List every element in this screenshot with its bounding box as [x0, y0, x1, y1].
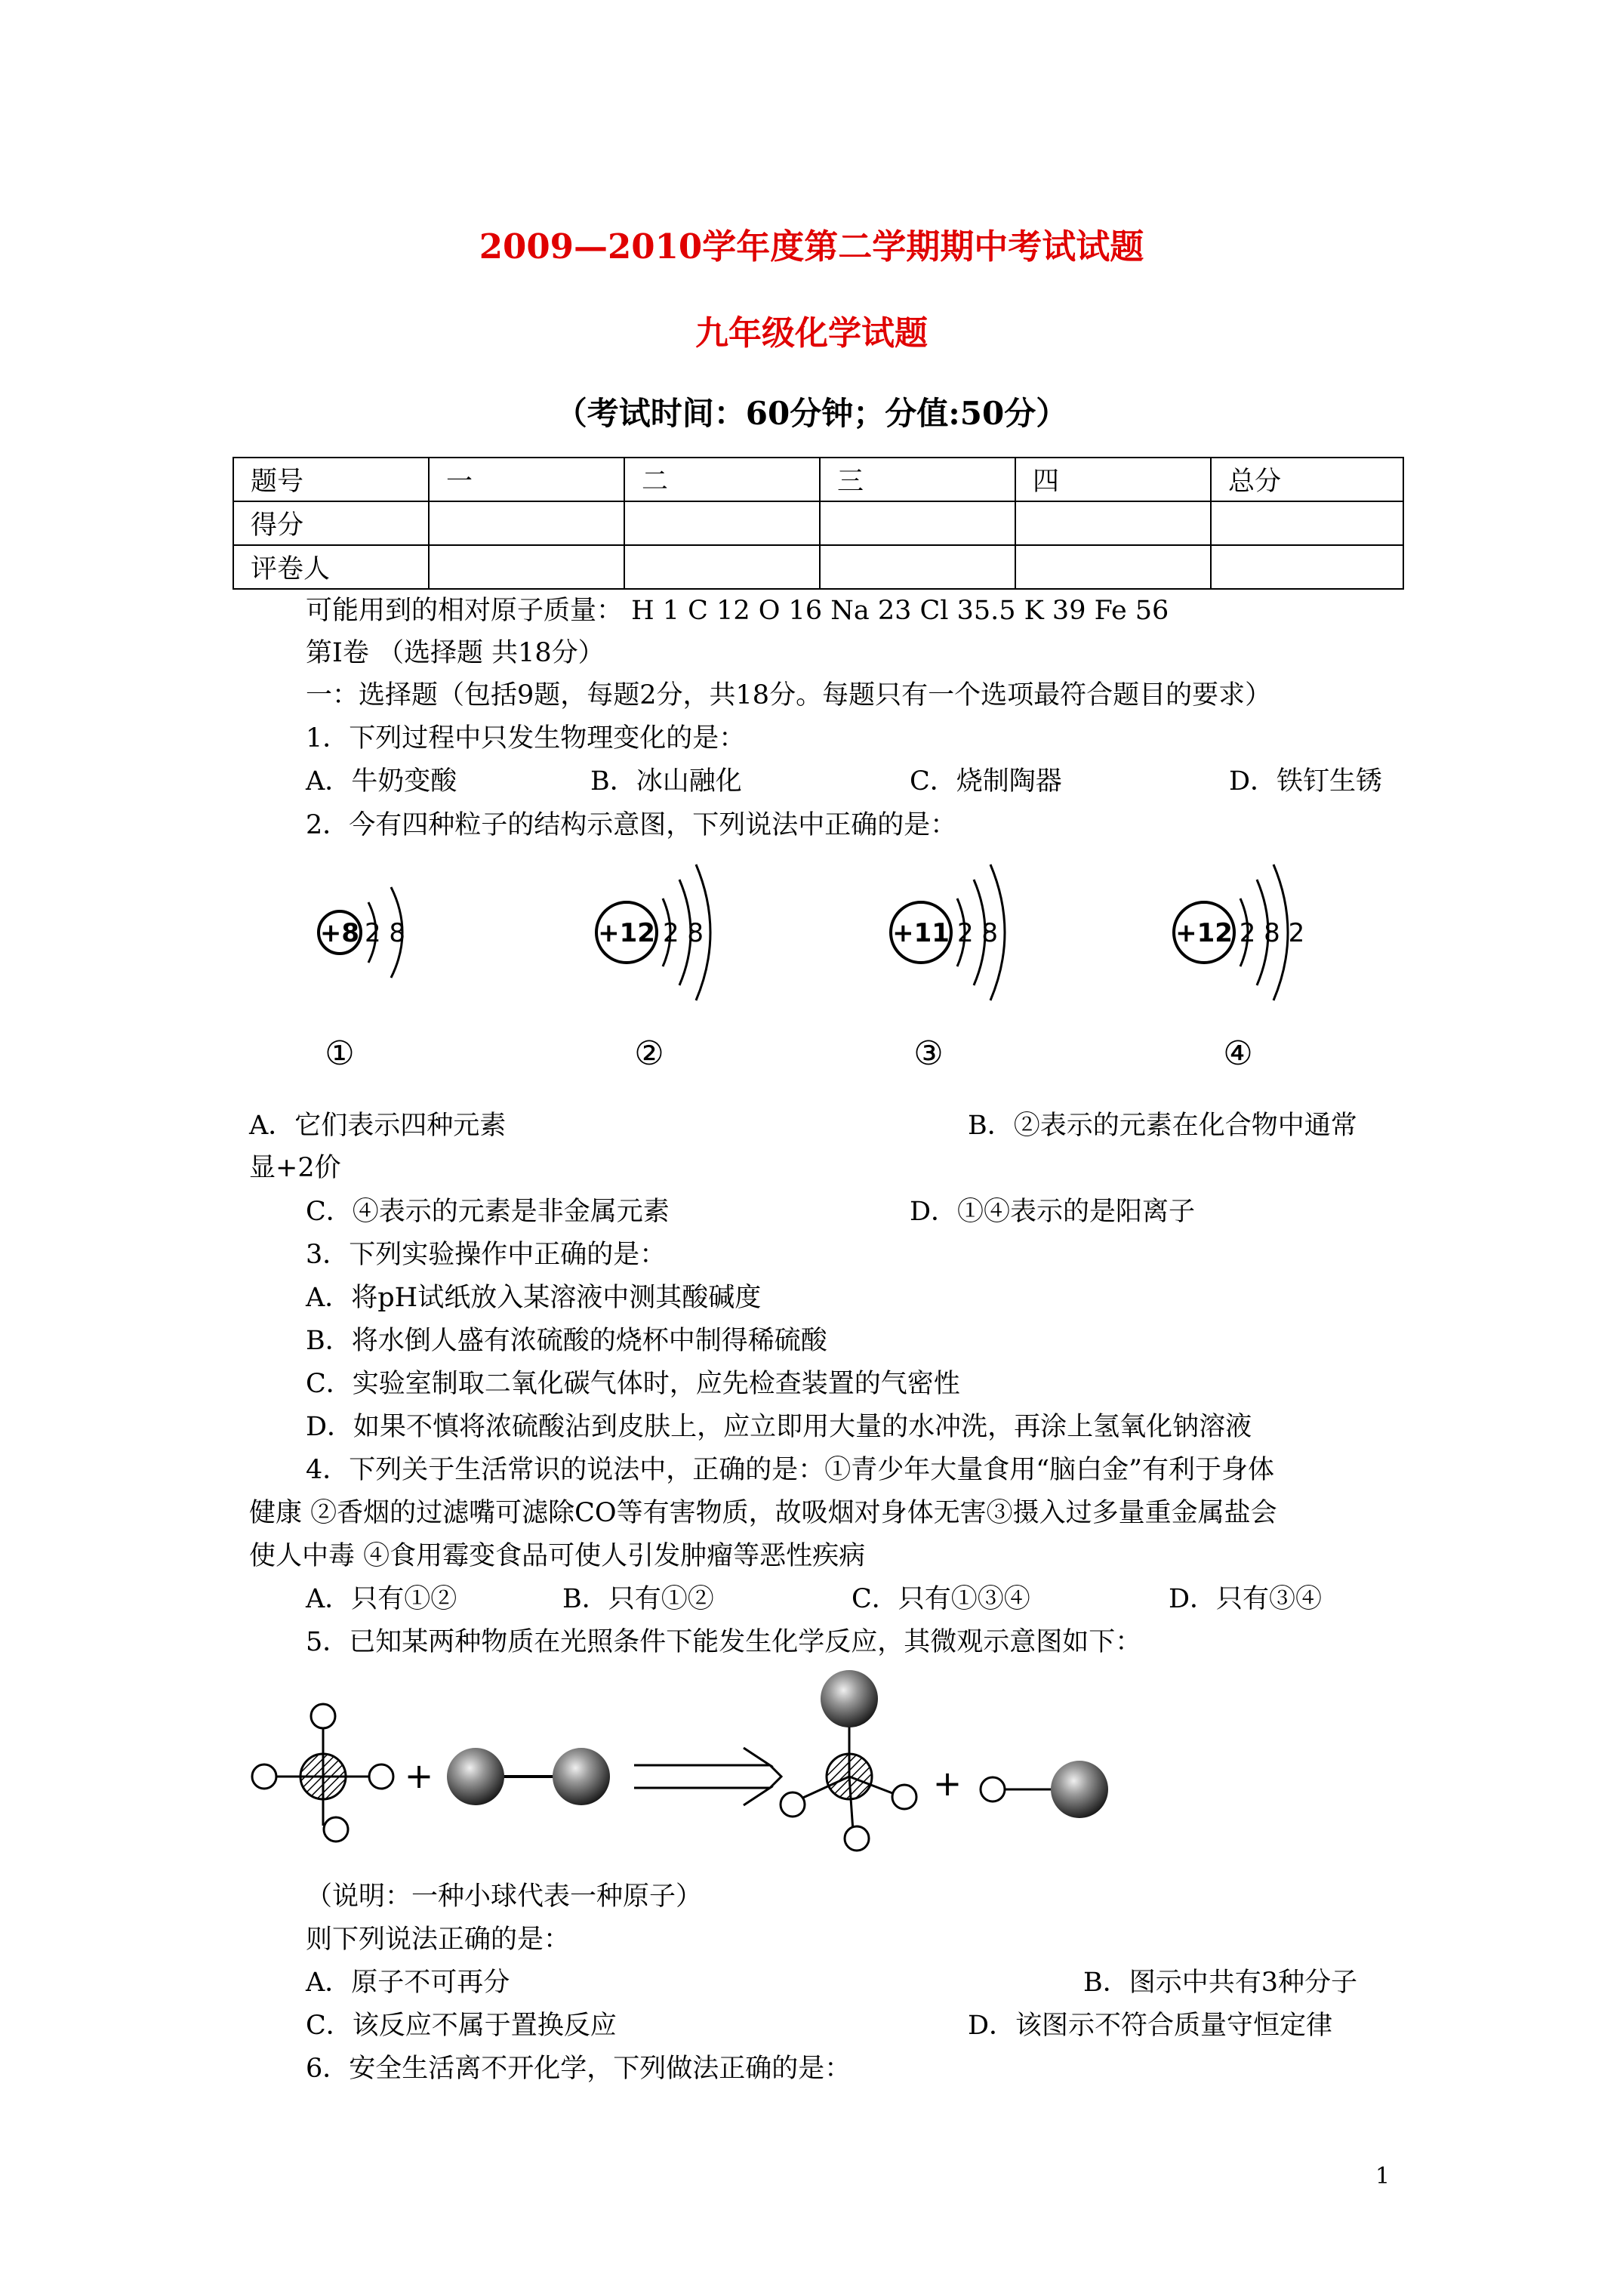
- atom-diagram-2: [596, 864, 710, 1073]
- q1-option-a: A．牛奶变酸: [306, 766, 457, 797]
- reactant-molecule-1: [252, 1704, 393, 1841]
- nucleus-label: +12: [1175, 918, 1233, 948]
- atomic-masses: 可能用到的相对原子质量： H 1 C 12 O 16 Na 23 Cl 35.5 K 39 Fe 56: [306, 596, 1169, 626]
- q1-option-c: C．烧制陶器: [910, 766, 1062, 797]
- plus-sign: +: [404, 1755, 434, 1796]
- atom-diagram-3: [891, 864, 1005, 1073]
- q4-stem-line1: 4．下列关于生活常识的说法中，正确的是：①青少年大量食用“脑白金”有利于身体: [306, 1455, 1275, 1485]
- table-cell: [1015, 501, 1211, 545]
- exam-info: （考试时间：60分钟；分值:50分）: [555, 395, 1068, 432]
- nucleus-label: +12: [598, 918, 655, 948]
- figure-label: ③: [913, 1034, 944, 1073]
- nucleus-label: +11: [892, 918, 950, 948]
- figure-label: ①: [325, 1034, 355, 1073]
- q6-stem: 6．安全生活离不开化学，下列做法正确的是：: [306, 2054, 852, 2084]
- table-cell: [1015, 545, 1211, 589]
- figure-label: ②: [634, 1034, 664, 1073]
- table-cell: 评卷人: [233, 545, 429, 589]
- q4-option-d: D．只有③④: [1169, 1584, 1323, 1614]
- section-title: 第Ⅰ卷 （选择题 共18分）: [306, 638, 605, 668]
- score-table-header-row: [233, 458, 1403, 501]
- q3-option-a: A．将pH试纸放入某溶液中测其酸碱度: [306, 1283, 762, 1313]
- electron-shells-label: 2 8: [364, 918, 406, 948]
- table-cell: [1211, 545, 1403, 589]
- electron-shells-label: 2 8: [662, 918, 704, 948]
- score-table-row: [233, 545, 1403, 589]
- product-molecule-2: [981, 1761, 1108, 1818]
- q1-option-b: B．冰山融化: [590, 766, 742, 797]
- q5-option-d: D．该图示不符合质量守恒定律: [968, 2011, 1333, 2041]
- table-cell: 二: [624, 458, 820, 501]
- q4-option-b: B．只有①②: [562, 1584, 714, 1614]
- q5-option-a: A．原子不可再分: [306, 1968, 510, 1998]
- table-cell: [429, 545, 624, 589]
- q5-option-c: C．该反应不属于置换反应: [306, 2011, 617, 2041]
- plus-sign: +: [932, 1763, 962, 1804]
- atom-diagram-1: [319, 887, 405, 1073]
- atomic-structure-diagrams: [287, 846, 1381, 1087]
- table-cell: [1211, 501, 1403, 545]
- q1-option-d: D．铁钉生锈: [1229, 766, 1383, 797]
- reaction-arrow: [634, 1748, 781, 1805]
- table-cell: 四: [1015, 458, 1211, 501]
- q5-stem: 5．已知某两种物质在光照条件下能发生化学反应，其微观示意图如下：: [306, 1627, 1142, 1657]
- reaction-diagram: [242, 1669, 1147, 1865]
- q2-option-b-cont: 显+2价: [249, 1153, 341, 1183]
- table-cell: 总分: [1211, 458, 1403, 501]
- q4-option-a: A．只有①②: [306, 1584, 457, 1614]
- q1-stem: 1．下列过程中只发生物理变化的是：: [306, 723, 746, 754]
- q3-stem: 3．下列实验操作中正确的是：: [306, 1240, 667, 1270]
- table-cell: 题号: [233, 458, 429, 501]
- table-cell: [429, 501, 624, 545]
- q2-option-a: A．它们表示四种元素: [249, 1111, 507, 1141]
- section-intro: 一：选择题（包括9题，每题2分，共18分。每题只有一个选项最符合题目的要求）: [306, 680, 1272, 710]
- q4-option-c: C．只有①③④: [852, 1584, 1030, 1614]
- q2-stem: 2．今有四种粒子的结构示意图，下列说法中正确的是：: [306, 810, 957, 840]
- q3-option-b: B．将水倒人盛有浓硫酸的烧杯中制得稀硫酸: [306, 1326, 827, 1356]
- score-table: [233, 457, 1404, 590]
- table-cell: [624, 545, 820, 589]
- atom-diagram-4: [1174, 864, 1304, 1073]
- table-cell: [820, 545, 1015, 589]
- q4-stem-line2: 健康 ②香烟的过滤嘴可滤除CO等有害物质，故吸烟对身体无害③摄入过多量重金属盐会: [249, 1498, 1277, 1528]
- table-cell: [624, 501, 820, 545]
- table-cell: 三: [820, 458, 1015, 501]
- table-cell: 一: [429, 458, 624, 501]
- table-cell: [820, 501, 1015, 545]
- page-number: 1: [1375, 2163, 1390, 2190]
- nucleus-label: +8: [319, 918, 360, 948]
- table-cell: 得分: [233, 501, 429, 545]
- score-table-row: [233, 501, 1403, 545]
- q5-note: （说明：一种小球代表一种原子）: [306, 1881, 703, 1912]
- q4-stem-line3: 使人中毒 ④食用霉变食品可使人引发肿瘤等恶性疾病: [249, 1541, 866, 1571]
- q5-question: 则下列说法正确的是：: [306, 1925, 571, 1955]
- q2-option-c: C．④表示的元素是非金属元素: [306, 1197, 670, 1227]
- electron-shells-label: 2 8 2: [1239, 918, 1305, 948]
- q2-option-d: D．①④表示的是阳离子: [910, 1197, 1196, 1227]
- q3-option-c: C．实验室制取二氧化碳气体时，应先检查装置的气密性: [306, 1369, 960, 1399]
- q5-option-b: B．图示中共有3种分子: [1083, 1968, 1357, 1998]
- reactant-molecule-2: [447, 1748, 610, 1805]
- electron-shells-label: 2 8: [956, 918, 999, 948]
- q2-option-b: B．②表示的元素在化合物中通常: [968, 1111, 1357, 1141]
- exam-subtitle: 九年级化学试题: [695, 314, 928, 353]
- product-molecule-1: [781, 1670, 916, 1851]
- exam-title: 2009—2010学年度第二学期期中考试试题: [479, 227, 1144, 267]
- figure-label: ④: [1223, 1034, 1253, 1073]
- q3-option-d: D．如果不慎将浓硫酸沾到皮肤上，应立即用大量的水冲洗，再涂上氢氧化钠溶液: [306, 1412, 1252, 1442]
